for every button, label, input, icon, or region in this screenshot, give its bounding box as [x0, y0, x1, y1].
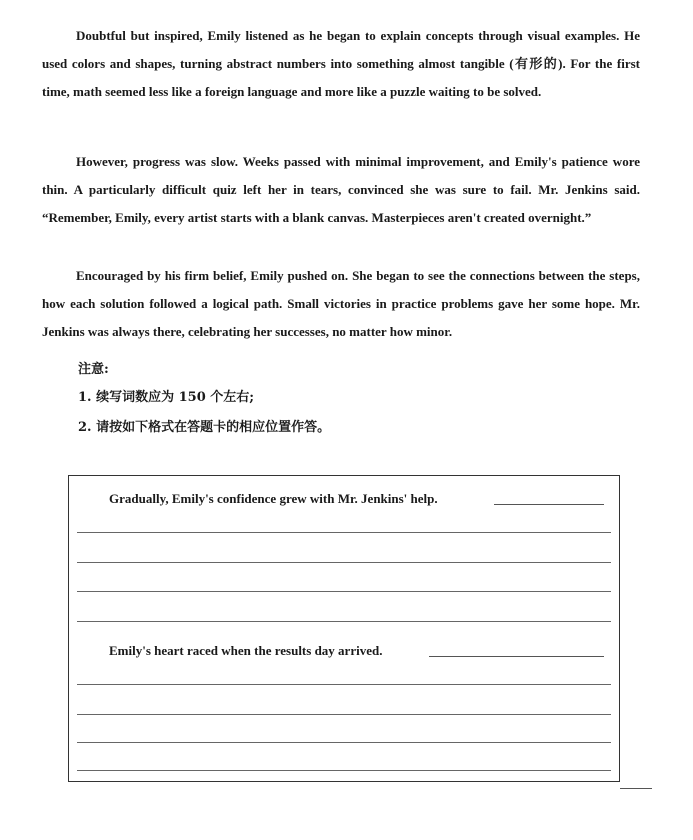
- writing-line[interactable]: [77, 770, 611, 771]
- answer-box: [68, 475, 620, 782]
- writing-line[interactable]: [77, 621, 611, 622]
- writing-line[interactable]: [77, 591, 611, 592]
- prompt-1-writing-line[interactable]: [494, 504, 604, 505]
- note-item-answer-format: 2. 请按如下格式在答题卡的相应位置作答。: [78, 420, 331, 435]
- passage-paragraph-3: Encouraged by his firm belief, Emily pushed on. She began to see the connections between the steps, how each solution followed a logical path. Small victories in practice problems gave her some hope. Mr. Jenkins was always there, celebrating her successes, no matter how minor.: [42, 268, 640, 339]
- writing-line[interactable]: [77, 742, 611, 743]
- writing-line[interactable]: [77, 532, 611, 533]
- writing-line[interactable]: [77, 714, 611, 715]
- passage-paragraph-1: Doubtful but inspired, Emily listened as he began to explain concepts through visual examples. He used colors and shapes, turning abstract numbers into something almost tangible (有形的). For the first time, math seemed less like a foreign language and more like a puzzle waiting to be solved.: [42, 28, 640, 99]
- continuation-prompt-1: Gradually, Emily's confidence grew with Mr. Jenkins' help.: [109, 491, 438, 506]
- writing-line[interactable]: [77, 562, 611, 563]
- passage-paragraph-2: However, progress was slow. Weeks passed with minimal improvement, and Emily's patience wore thin. A particularly difficult quiz left her in tears, convinced she was sure to fail. Mr. Jenkins said. “Remember, Emily, every artist starts with a blank canvas. Masterpieces aren't created overnight.”: [42, 154, 640, 225]
- writing-line[interactable]: [77, 684, 611, 685]
- continuation-prompt-2: Emily's heart raced when the results day arrived.: [109, 643, 383, 658]
- notes-title: 注意:: [78, 362, 109, 377]
- page-edge-mark: [620, 788, 652, 789]
- prompt-2-writing-line[interactable]: [429, 656, 604, 657]
- note-item-word-count: 1. 续写词数应为 150 个左右;: [78, 390, 255, 405]
